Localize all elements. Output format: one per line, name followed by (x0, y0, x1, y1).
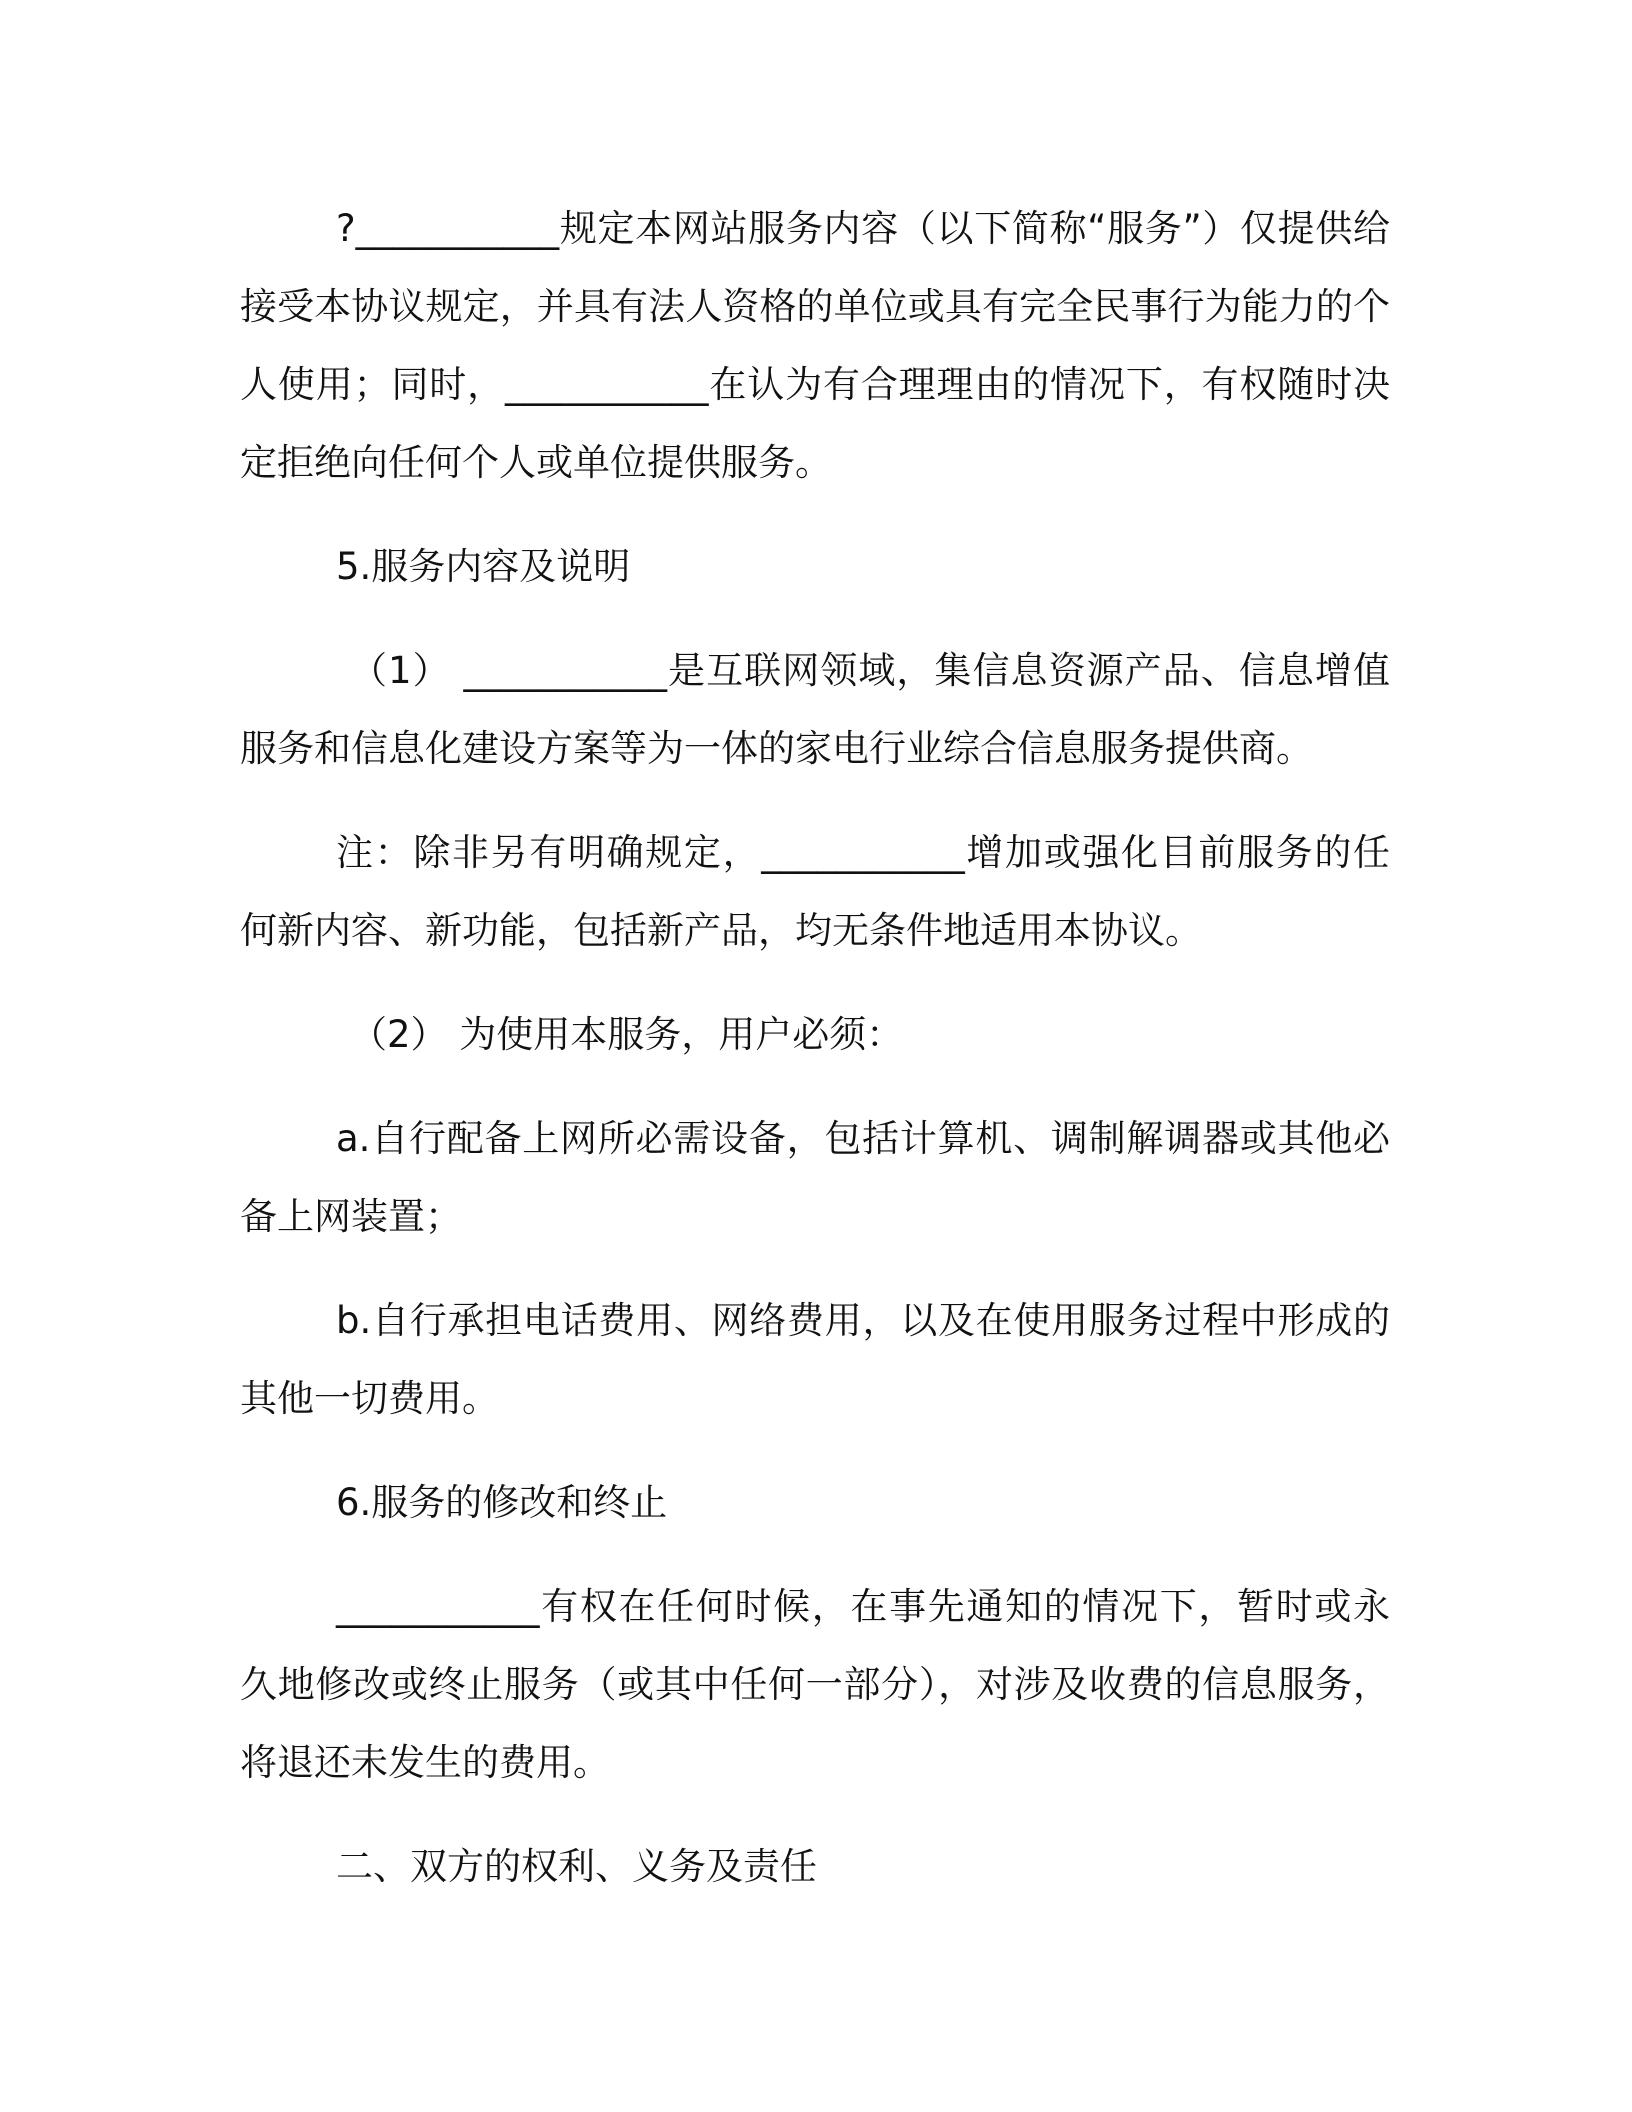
paragraph-service-scope: ?___________规定本网站服务内容（以下简称“服务”）仅提供给接受本协议规定，并具有法人资格的单位或具有完全民事行为能力的个人使用；同时，___________在认为有合理理由的情况下，有权随时决定拒绝向任何个人或单位提供服务。 (240, 207, 1390, 484)
paragraph-item-a: a.自行配备上网所必需设备，包括计算机、调制解调器或其他必备上网装置； (240, 1117, 1390, 1238)
section-heading-modification: 6.服务的修改和终止 (336, 1481, 668, 1524)
section-heading-rights: 二、双方的权利、义务及责任 (336, 1845, 817, 1888)
paragraph-modification: ___________有权在任何时候，在事先通知的情况下，暂时或永久地修改或终止服务（或其中任何一部分），对涉及收费的信息服务，将退还未发生的费用。 (240, 1585, 1390, 1784)
paragraph-item-1: （1） ___________是互联网领域，集信息资源产品、信息增值服务和信息化建设方案等为一体的家电行业综合信息服务提供商。 (240, 649, 1390, 770)
paragraph-item-b: b.自行承担电话费用、网络费用，以及在使用服务过程中形成的其他一切费用。 (240, 1299, 1390, 1420)
section-heading-service-content: 5.服务内容及说明 (336, 545, 631, 588)
document-body (240, 190, 1390, 1906)
paragraph-item-2: （2） 为使用本服务，用户必须： (350, 1013, 904, 1056)
paragraph-note: 注：除非另有明确规定，___________增加或强化目前服务的任何新内容、新功能，包括新产品，均无条件地适用本协议。 (240, 831, 1390, 952)
